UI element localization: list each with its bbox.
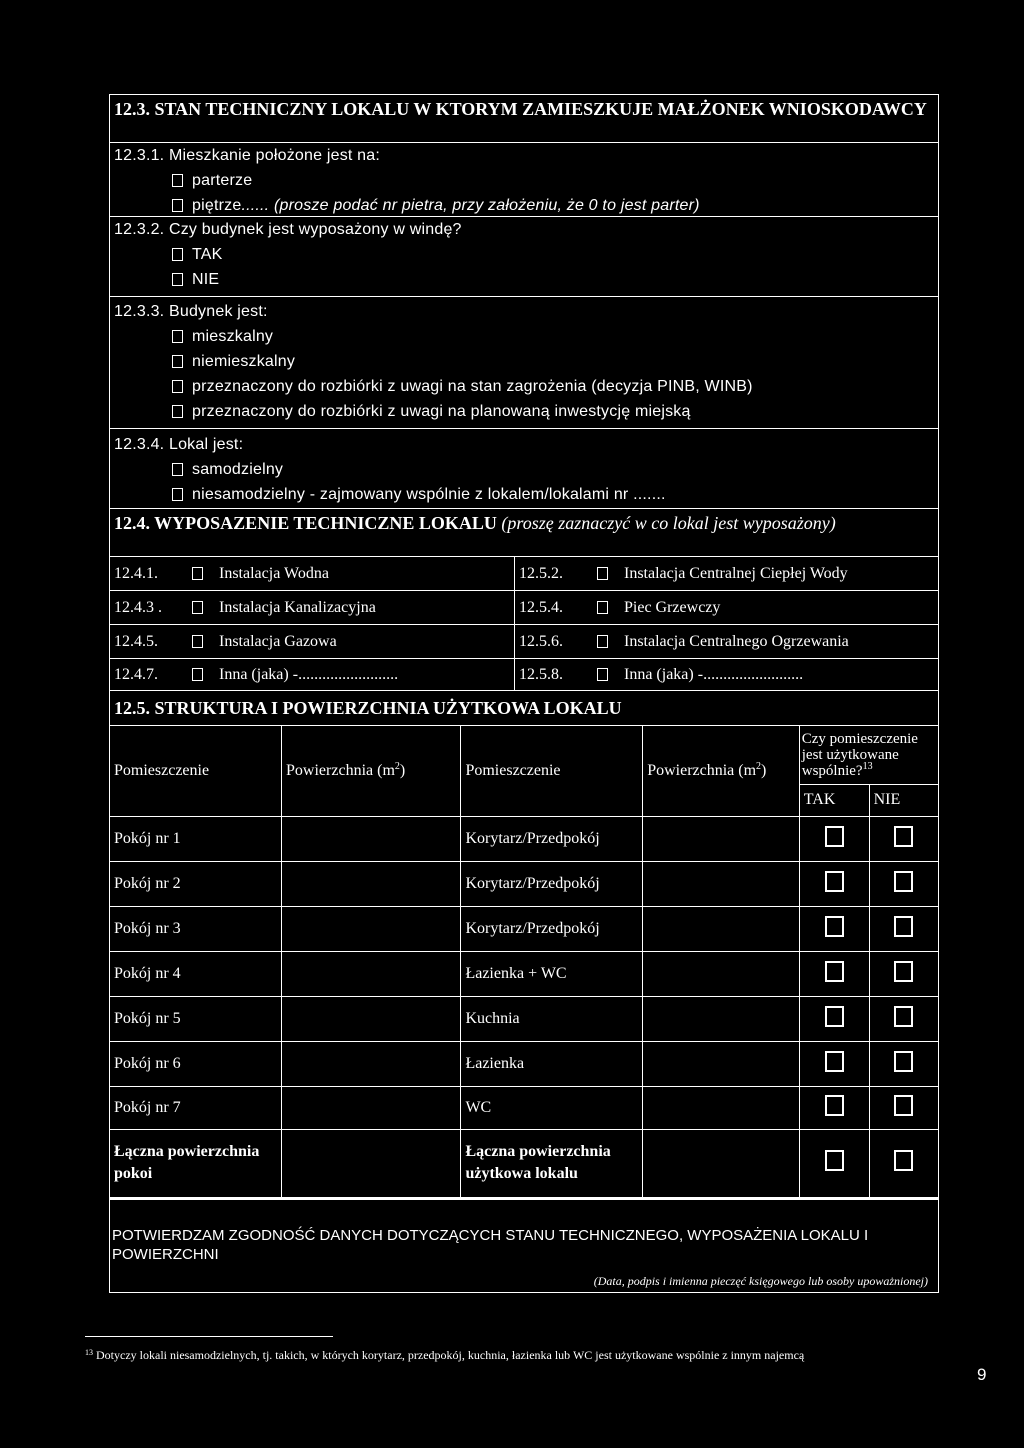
room-label: Pokój nr 4: [110, 951, 282, 996]
checkbox[interactable]: [172, 174, 183, 187]
checkbox[interactable]: [597, 567, 608, 580]
section-12-5-title: 12.5. STRUKTURA I POWIERZCHNIA UŻYTKOWA LOKALU: [114, 698, 622, 718]
equipment-row: 12.4.5. Instalacja Gazowa 12.5.6. Instalacja Centralnego Ogrzewania: [110, 625, 938, 659]
area-field[interactable]: [282, 951, 461, 996]
table-row: [110, 951, 938, 996]
checkbox[interactable]: [192, 601, 203, 614]
checkbox[interactable]: [172, 248, 183, 261]
room-label: Pokój nr 6: [110, 1041, 282, 1086]
equipment-row: 12.4.3 . Instalacja Kanalizacyjna 12.5.4. Piec Grzewczy: [110, 591, 938, 625]
area-field[interactable]: [643, 1129, 800, 1197]
shared-no-checkbox[interactable]: [894, 1150, 913, 1171]
checkbox[interactable]: [172, 380, 183, 393]
area-field[interactable]: [643, 816, 800, 861]
shared-yes-checkbox[interactable]: [825, 1095, 844, 1116]
shared-no-checkbox[interactable]: [894, 961, 913, 982]
room-label: Korytarz/Przedpokój: [461, 816, 643, 861]
area-field[interactable]: [282, 1041, 461, 1086]
room-label: Pokój nr 2: [110, 861, 282, 906]
area-field[interactable]: [643, 951, 800, 996]
section-12-4-title: 12.4. WYPOSAZENIE TECHNICZNE LOKALU (proszę zaznaczyć w co lokal jest wyposażony): [110, 509, 938, 557]
shared-yes-checkbox[interactable]: [825, 1150, 844, 1171]
shared-no-checkbox[interactable]: [894, 1051, 913, 1072]
shared-yes-checkbox[interactable]: [825, 826, 844, 847]
room-label: Pokój nr 1: [110, 816, 282, 861]
shared-yes-checkbox[interactable]: [825, 916, 844, 937]
table-row: [110, 996, 938, 1041]
shared-yes-checkbox[interactable]: [825, 961, 844, 982]
option-niesamodzielny[interactable]: niesamodzielny - zajmowany wspólnie z lokalem/lokalami nr .......: [114, 482, 934, 507]
area-field[interactable]: [643, 996, 800, 1041]
room-label: Pokój nr 3: [110, 906, 282, 951]
page-number: 9: [977, 1365, 987, 1384]
checkbox[interactable]: [172, 488, 183, 501]
table-row: [110, 861, 938, 906]
col-header-room: Pomieszczenie: [110, 726, 282, 816]
question-12-3-4-label: 12.3.4. Lokal jest:: [114, 436, 244, 453]
checkbox[interactable]: [597, 601, 608, 614]
option-pietrze[interactable]: piętrze...... (prosze podać nr pietra, przy założeniu, że 0 to jest parter): [114, 193, 934, 218]
question-12-3-1-label: 12.3.1. Mieszkanie położone jest na:: [114, 147, 381, 164]
area-field[interactable]: [282, 816, 461, 861]
signature-caption: (Data, podpis i imienna pieczęć księgowego lub osoby upoważnionej): [593, 1273, 928, 1288]
area-field[interactable]: [643, 1041, 800, 1086]
structure-table: [110, 726, 938, 1198]
col-header-no: NIE: [869, 784, 938, 816]
room-label: Korytarz/Przedpokój: [461, 906, 643, 951]
confirmation-text: POTWIERDZAM ZGODNOŚĆ DANYCH DOTYCZĄCYCH STANU TECHNICZNEGO, WYPOSAŻENIA LOKALU I POWIERZCHNI: [112, 1226, 869, 1263]
shared-yes-checkbox[interactable]: [825, 1006, 844, 1027]
col-header-area: Powierzchnia $(m^2)$: [282, 726, 461, 816]
col-header-yes: TAK: [799, 784, 869, 816]
option-tak[interactable]: TAK: [114, 242, 934, 267]
area-field[interactable]: [282, 906, 461, 951]
checkbox[interactable]: [172, 199, 183, 212]
footnote: $^{13}$ Dotyczy lokali niesamodzielnych, tj. takich, w których korytarz, przedpokój, kuchnia, łazienka lub WC jest użytkowane wspólnie z innym najemcą: [85, 1348, 805, 1362]
area-field[interactable]: [643, 1086, 800, 1129]
structure-table-wrap: [110, 725, 938, 1199]
checkbox[interactable]: [172, 405, 183, 418]
table-row: [110, 906, 938, 951]
checkbox[interactable]: [172, 463, 183, 476]
equipment-row: 12.4.7. Inna (jaka) -......................... 12.5.8. Inna (jaka) -.........................: [110, 659, 938, 691]
total-usable-label: Łączna powierzchnia użytkowa lokalu: [461, 1129, 643, 1197]
area-field[interactable]: [282, 1086, 461, 1129]
checkbox[interactable]: [192, 668, 203, 681]
table-row: [110, 816, 938, 861]
shared-no-checkbox[interactable]: [894, 826, 913, 847]
checkbox[interactable]: [597, 635, 608, 648]
checkbox[interactable]: [172, 355, 183, 368]
option-rozbiorka-zagrozenie[interactable]: przeznaczony do rozbiórki z uwagi na stan zagrożenia (decyzja PINB, WINB): [114, 374, 934, 399]
option-rozbiorka-inwestycja[interactable]: przeznaczony do rozbiórki z uwagi na planowaną inwestycję miejską: [114, 399, 934, 424]
form-frame: [109, 94, 939, 1293]
checkbox[interactable]: [597, 668, 608, 681]
option-parterze[interactable]: parterze: [114, 168, 934, 193]
area-field[interactable]: [282, 1129, 461, 1197]
option-samodzielny[interactable]: samodzielny: [114, 457, 934, 482]
room-label: Pokój nr 5: [110, 996, 282, 1041]
shared-no-checkbox[interactable]: [894, 1095, 913, 1116]
col-header-room-2: Pomieszczenie: [461, 726, 643, 816]
option-nie[interactable]: NIE: [114, 267, 934, 292]
area-field[interactable]: [282, 996, 461, 1041]
table-row: [110, 1041, 938, 1086]
question-12-3-3-label: 12.3.3. Budynek jest:: [114, 303, 268, 320]
checkbox[interactable]: [192, 635, 203, 648]
equipment-row: 12.4.1. Instalacja Wodna 12.5.2. Instalacja Centralnej Ciepłej Wody: [110, 557, 938, 591]
room-label: Łazienka + WC: [461, 951, 643, 996]
question-12-3-2-label: 12.3.2. Czy budynek jest wyposażony w windę?: [114, 221, 462, 238]
question-12-3-1: [110, 143, 938, 217]
area-field[interactable]: [643, 906, 800, 951]
question-12-3-3: [110, 297, 938, 429]
col-header-area-2: Powierzchnia $(m^2)$: [643, 726, 800, 816]
checkbox[interactable]: [192, 567, 203, 580]
option-niemieszkalny[interactable]: niemieszkalny: [114, 349, 934, 374]
area-field[interactable]: [282, 861, 461, 906]
question-12-3-4: [110, 429, 938, 509]
table-row: [110, 1086, 938, 1129]
checkbox[interactable]: [172, 330, 183, 343]
area-field[interactable]: [643, 861, 800, 906]
shared-yes-checkbox[interactable]: [825, 871, 844, 892]
section-12-3-title: 12.3. STAN TECHNICZNY LOKALU W KTORYM ZAMIESZKUJE MAŁŻONEK WNIOSKODAWCY: [110, 95, 938, 143]
question-12-3-2: [110, 217, 938, 297]
checkbox[interactable]: [172, 273, 183, 286]
shared-no-checkbox[interactable]: [894, 1006, 913, 1027]
option-mieszkalny[interactable]: mieszkalny: [114, 324, 934, 349]
shared-yes-checkbox[interactable]: [825, 1051, 844, 1072]
room-label: Kuchnia: [461, 996, 643, 1041]
room-label: Pokój nr 7: [110, 1086, 282, 1129]
table-row-total: [110, 1129, 938, 1197]
shared-no-checkbox[interactable]: [894, 871, 913, 892]
room-label: WC: [461, 1086, 643, 1129]
footnote-separator: [85, 1336, 333, 1337]
confirmation-block: [110, 1199, 938, 1292]
equipment-grid: [110, 557, 938, 691]
col-header-shared: Czy pomieszczenie jest użytkowane wspólnie?$^{13}$: [799, 726, 938, 784]
room-label: Korytarz/Przedpokój: [461, 861, 643, 906]
shared-no-checkbox[interactable]: [894, 916, 913, 937]
room-label: Łazienka: [461, 1041, 643, 1086]
total-rooms-label: Łączna powierzchnia pokoi: [110, 1129, 282, 1197]
